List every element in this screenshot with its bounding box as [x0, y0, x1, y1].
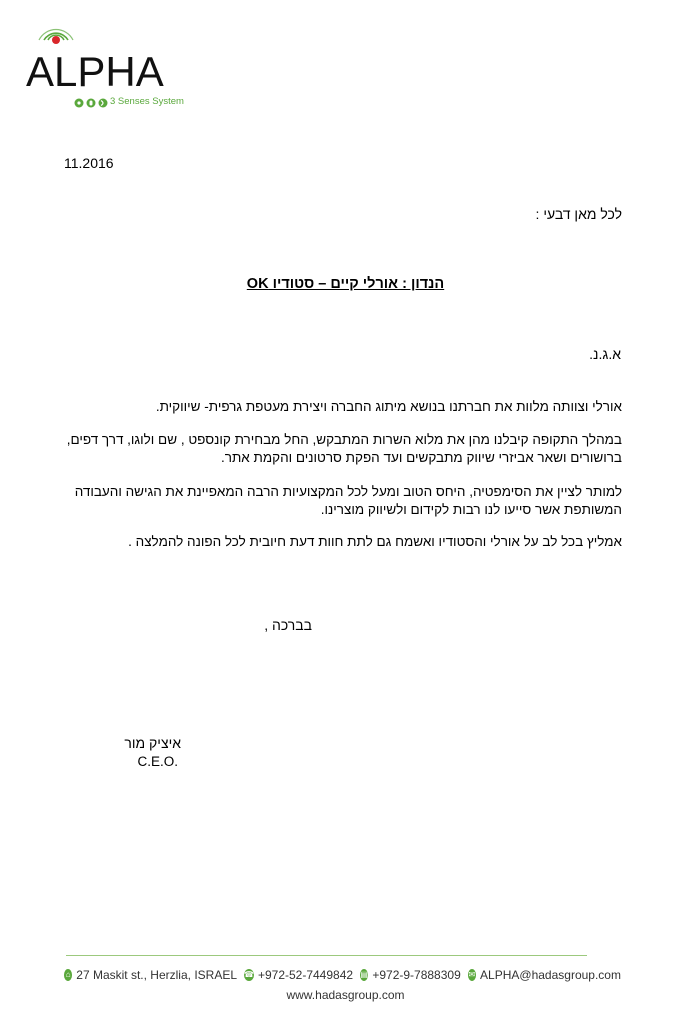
company-logo	[22, 14, 192, 107]
letter-greeting: לכל מאן דבעי :	[535, 206, 622, 222]
letter-subject: הנדון : אורלי קיים – סטודיו OK	[246, 276, 445, 292]
footer-divider	[66, 955, 587, 956]
phone-icon: ☎	[244, 970, 254, 979]
footer-phone: +972-52-7449842	[257, 968, 354, 982]
paragraph-2: במהלך התקופה קיבלנו מהן את מלוא השרות המתבקש, החל מבחירת קונספט , שם ולוגו, דרך דפים, ברושורים ושאר אביזרי שיווק מתבקשים ועד הפקת סרטונים והקמת אתר.	[66, 432, 622, 465]
home-icon: ⌂	[65, 970, 71, 979]
paragraph-4: אמליץ בכל לב על אורלי והסטודיו ואשמח גם לתת חוות דעת חיובית לכל הפונה להמלצה .	[128, 534, 622, 549]
fax-icon: ▤	[360, 970, 368, 979]
letter-date: 11.2016	[64, 155, 114, 171]
letter-closing: בברכה ,	[264, 617, 312, 633]
signature-name: איציק מור	[124, 735, 181, 751]
footer-address: 27 Maskit st., Herzlia, ISRAEL	[76, 968, 237, 982]
signature-title: C.E.O.	[137, 754, 178, 769]
footer-email[interactable]: ALPHA@hadasgroup.com	[480, 968, 621, 982]
senses-icons	[74, 98, 108, 108]
footer-contact-bar	[64, 965, 624, 985]
footer-fax: +972-9-7888309	[372, 968, 461, 982]
logo-brand-text: ALPHA	[26, 48, 164, 95]
footer-website[interactable]: www.hadasgroup.com	[286, 988, 405, 1002]
logo-tagline: 3 Senses System	[110, 96, 184, 107]
signal-waves-icon	[36, 14, 76, 44]
letter-opening: א.ג.נ.	[589, 346, 621, 362]
paragraph-1: אורלי וצוותה מלוות את חברתנו בנושא מיתוג החברה ויצירת מעטפת גרפית- שיווקית.	[155, 399, 622, 414]
paragraph-3: למותר לציין את הסימפטיה, היחס הטוב ומעל לכל המקצועיות הרבה המאפיינת את הגישה והעבודה המשותפת אשר סייעו לנו רבות לקידום ולשיווק מוצרינו.	[74, 484, 622, 517]
email-icon: ✉	[468, 970, 476, 979]
